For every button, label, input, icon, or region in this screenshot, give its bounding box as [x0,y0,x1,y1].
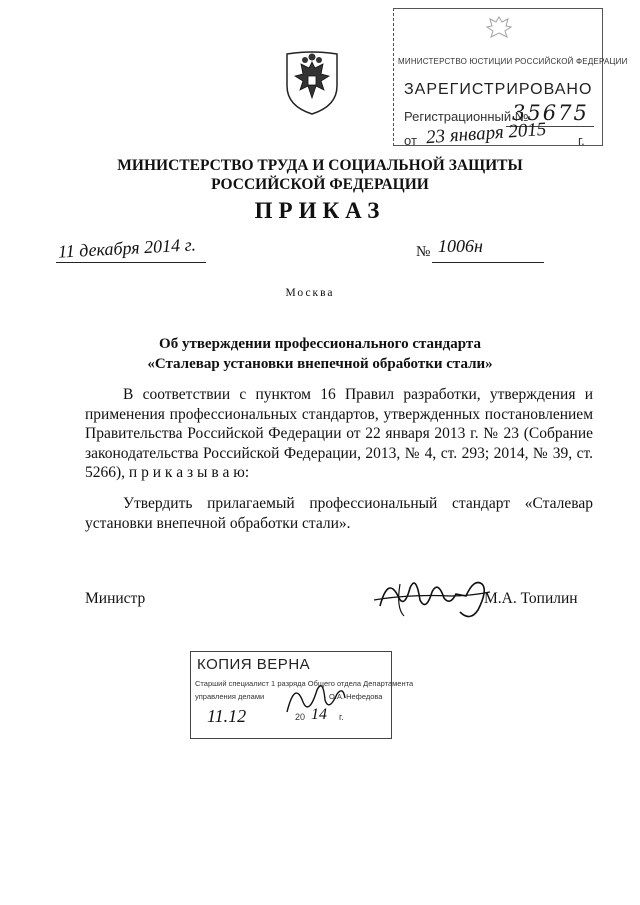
order-subject [0,334,640,374]
copy-stamp-year: 14 [311,706,327,723]
copy-stamp-department: управления делами [195,692,265,701]
copy-stamp-date: 11.12 [207,706,247,726]
copy-stamp-position: Старший специалист 1 разряда Общего отдела Департамента [195,679,414,688]
body-paragraph-1: В соответствии с пунктом 16 Правил разработки, утверждения и применения профессиональных стандартов, утвержденных постановлением Правительства Российской Федерации от 22 января 2013 г. № 23 (Собрание законодательства Российской Федерации, 2013, № 4, ст. 293; 2014, № 39, ст. 5266), п р и к а з ы в а ю: [85,386,593,481]
order-number: 1006н [438,236,483,256]
copy-stamp-name: О.А. Нефедова [329,692,383,701]
subject-line-1: Об утверждении профессионального стандарта [159,336,481,352]
order-date: 11 декабря 2014 г. [57,234,197,262]
eagle-emblem-icon [484,13,514,41]
registration-ministry: МИНИСТЕРСТВО ЮСТИЦИИ РОССИЙСКОЙ ФЕДЕРАЦИИ [398,57,628,66]
copy-stamp-title: КОПИЯ ВЕРНА [197,656,311,673]
registration-year-suffix: г. [578,133,585,148]
copy-verification-stamp [190,651,414,739]
registration-status: ЗАРЕГИСТРИРОВАНО [404,81,593,98]
order-number-sign: № [416,244,431,260]
order-number-line [432,262,544,263]
document-title: ПРИКАЗ [254,198,386,223]
ministry-line-1: МИНИСТЕРСТВО ТРУДА И СОЦИАЛЬНОЙ ЗАЩИТЫ [117,157,523,174]
body-paragraph-2: Утвердить прилагаемый профессиональный стандарт «Сталевар установки внепечной обработки стали». [85,495,593,532]
registration-date-prefix: от [404,133,417,148]
registration-stamp [393,8,628,149]
copy-stamp-year-prefix: 20 [295,712,306,722]
handwritten-signature [370,566,495,624]
registration-number: 35675 [512,101,589,125]
signatory-position: Министр [85,590,146,607]
order-date-line [56,262,206,263]
state-emblem-icon [281,48,343,118]
registration-date: 23 января 2015 [425,118,548,149]
subject-line-2: «Сталевар установки внепечной обработки стали» [147,356,493,372]
ministry-name [0,156,640,194]
registration-number-label: Регистрационный № [404,109,529,124]
order-city: Москва [285,287,335,299]
signatory-name: М.А. Топилин [484,590,578,607]
copy-stamp-year-suffix: г. [339,712,344,722]
ministry-line-2: РОССИЙСКОЙ ФЕДЕРАЦИИ [211,176,429,193]
